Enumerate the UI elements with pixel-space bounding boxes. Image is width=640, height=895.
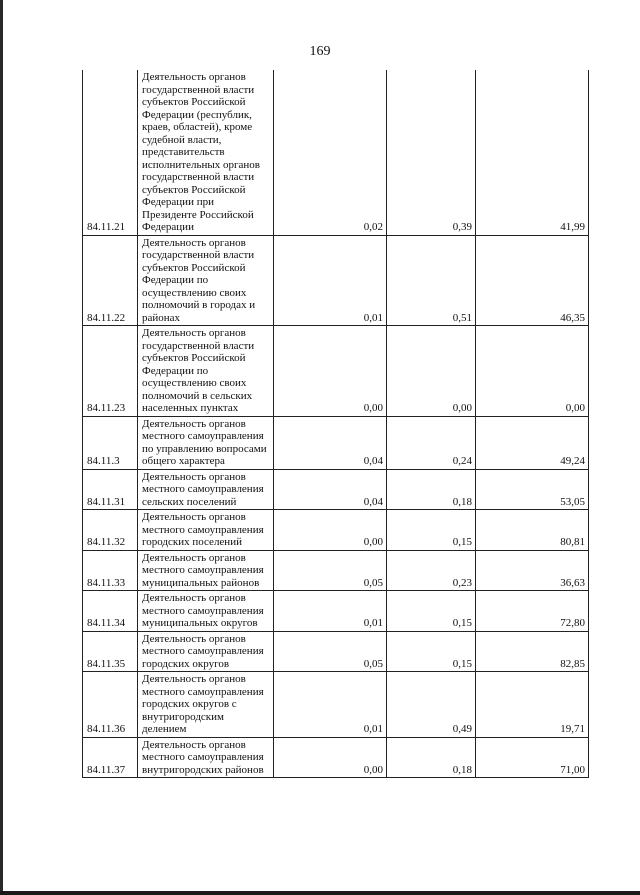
- table-row: [83, 591, 589, 632]
- cell-code: 84.11.22: [83, 235, 138, 326]
- cell-value-2: 0,24: [387, 416, 476, 469]
- cell-activity-name: Деятельность органов местного самоуправления внутригородских районов: [138, 737, 274, 778]
- cell-value-2: 0,18: [387, 737, 476, 778]
- cell-value-3: 41,99: [476, 70, 589, 235]
- cell-value-2: 0,15: [387, 591, 476, 632]
- cell-value-2: 0,49: [387, 672, 476, 738]
- cell-code: 84.11.21: [83, 70, 138, 235]
- cell-value-3: 46,35: [476, 235, 589, 326]
- cell-activity-name: Деятельность органов местного самоуправления городских округов: [138, 631, 274, 672]
- table-row: [83, 326, 589, 417]
- cell-value-1: 0,04: [274, 416, 387, 469]
- table-row: [83, 631, 589, 672]
- cell-code: 84.11.31: [83, 469, 138, 510]
- data-table-wrapper: [82, 70, 589, 778]
- scan-edge-bottom: [0, 891, 640, 895]
- cell-value-2: 0,51: [387, 235, 476, 326]
- cell-activity-name: Деятельность органов местного самоуправления по управлению вопросами общего характера: [138, 416, 274, 469]
- cell-value-1: 0,00: [274, 737, 387, 778]
- cell-value-1: 0,02: [274, 70, 387, 235]
- cell-activity-name: Деятельность органов местного самоуправления городских округов с внутригородским делением: [138, 672, 274, 738]
- cell-value-2: 0,15: [387, 510, 476, 551]
- cell-code: 84.11.33: [83, 550, 138, 591]
- table-row: [83, 737, 589, 778]
- cell-code: 84.11.3: [83, 416, 138, 469]
- cell-value-1: 0,01: [274, 672, 387, 738]
- cell-code: 84.11.32: [83, 510, 138, 551]
- page-number: 169: [309, 44, 331, 59]
- cell-value-3: 19,71: [476, 672, 589, 738]
- cell-value-3: 0,00: [476, 326, 589, 417]
- cell-activity-name: Деятельность органов местного самоуправления муниципальных округов: [138, 591, 274, 632]
- cell-activity-name: Деятельность органов местного самоуправления муниципальных районов: [138, 550, 274, 591]
- table-row: [83, 469, 589, 510]
- table-row: [83, 550, 589, 591]
- cell-code: 84.11.37: [83, 737, 138, 778]
- cell-value-3: 82,85: [476, 631, 589, 672]
- cell-value-2: 0,23: [387, 550, 476, 591]
- cell-code: 84.11.34: [83, 591, 138, 632]
- cell-value-3: 49,24: [476, 416, 589, 469]
- cell-value-1: 0,04: [274, 469, 387, 510]
- cell-value-1: 0,05: [274, 550, 387, 591]
- cell-value-1: 0,01: [274, 235, 387, 326]
- cell-value-3: 80,81: [476, 510, 589, 551]
- data-table: [82, 70, 589, 778]
- cell-activity-name: Деятельность органов государственной власти субъектов Российской Федерации по осуществлению своих полномочий в городах и районах: [138, 235, 274, 326]
- cell-code: 84.11.23: [83, 326, 138, 417]
- cell-code: 84.11.36: [83, 672, 138, 738]
- cell-activity-name: Деятельность органов государственной власти субъектов Российской Федерации по осуществлению своих полномочий в сельских населенных пунктах: [138, 326, 274, 417]
- table-row: [83, 510, 589, 551]
- table-row: [83, 672, 589, 738]
- cell-activity-name: Деятельность органов местного самоуправления городских поселений: [138, 510, 274, 551]
- cell-value-2: 0,18: [387, 469, 476, 510]
- table-body: [83, 70, 589, 778]
- cell-value-1: 0,05: [274, 631, 387, 672]
- table-row: [83, 235, 589, 326]
- cell-activity-name: Деятельность органов государственной власти субъектов Российской Федерации (республик, краев, областей), кроме судебной власти, представительств исполнительных органов государственной власти субъектов Российской Федерации при Президенте Российской Федерации: [138, 70, 274, 235]
- cell-value-2: 0,00: [387, 326, 476, 417]
- cell-value-2: 0,39: [387, 70, 476, 235]
- table-row: [83, 416, 589, 469]
- cell-value-3: 72,80: [476, 591, 589, 632]
- cell-value-1: 0,01: [274, 591, 387, 632]
- cell-activity-name: Деятельность органов местного самоуправления сельских поселений: [138, 469, 274, 510]
- table-row: [83, 70, 589, 235]
- cell-code: 84.11.35: [83, 631, 138, 672]
- cell-value-1: 0,00: [274, 510, 387, 551]
- scan-edge-left: [0, 0, 3, 895]
- cell-value-1: 0,00: [274, 326, 387, 417]
- cell-value-3: 36,63: [476, 550, 589, 591]
- cell-value-3: 71,00: [476, 737, 589, 778]
- cell-value-2: 0,15: [387, 631, 476, 672]
- cell-value-3: 53,05: [476, 469, 589, 510]
